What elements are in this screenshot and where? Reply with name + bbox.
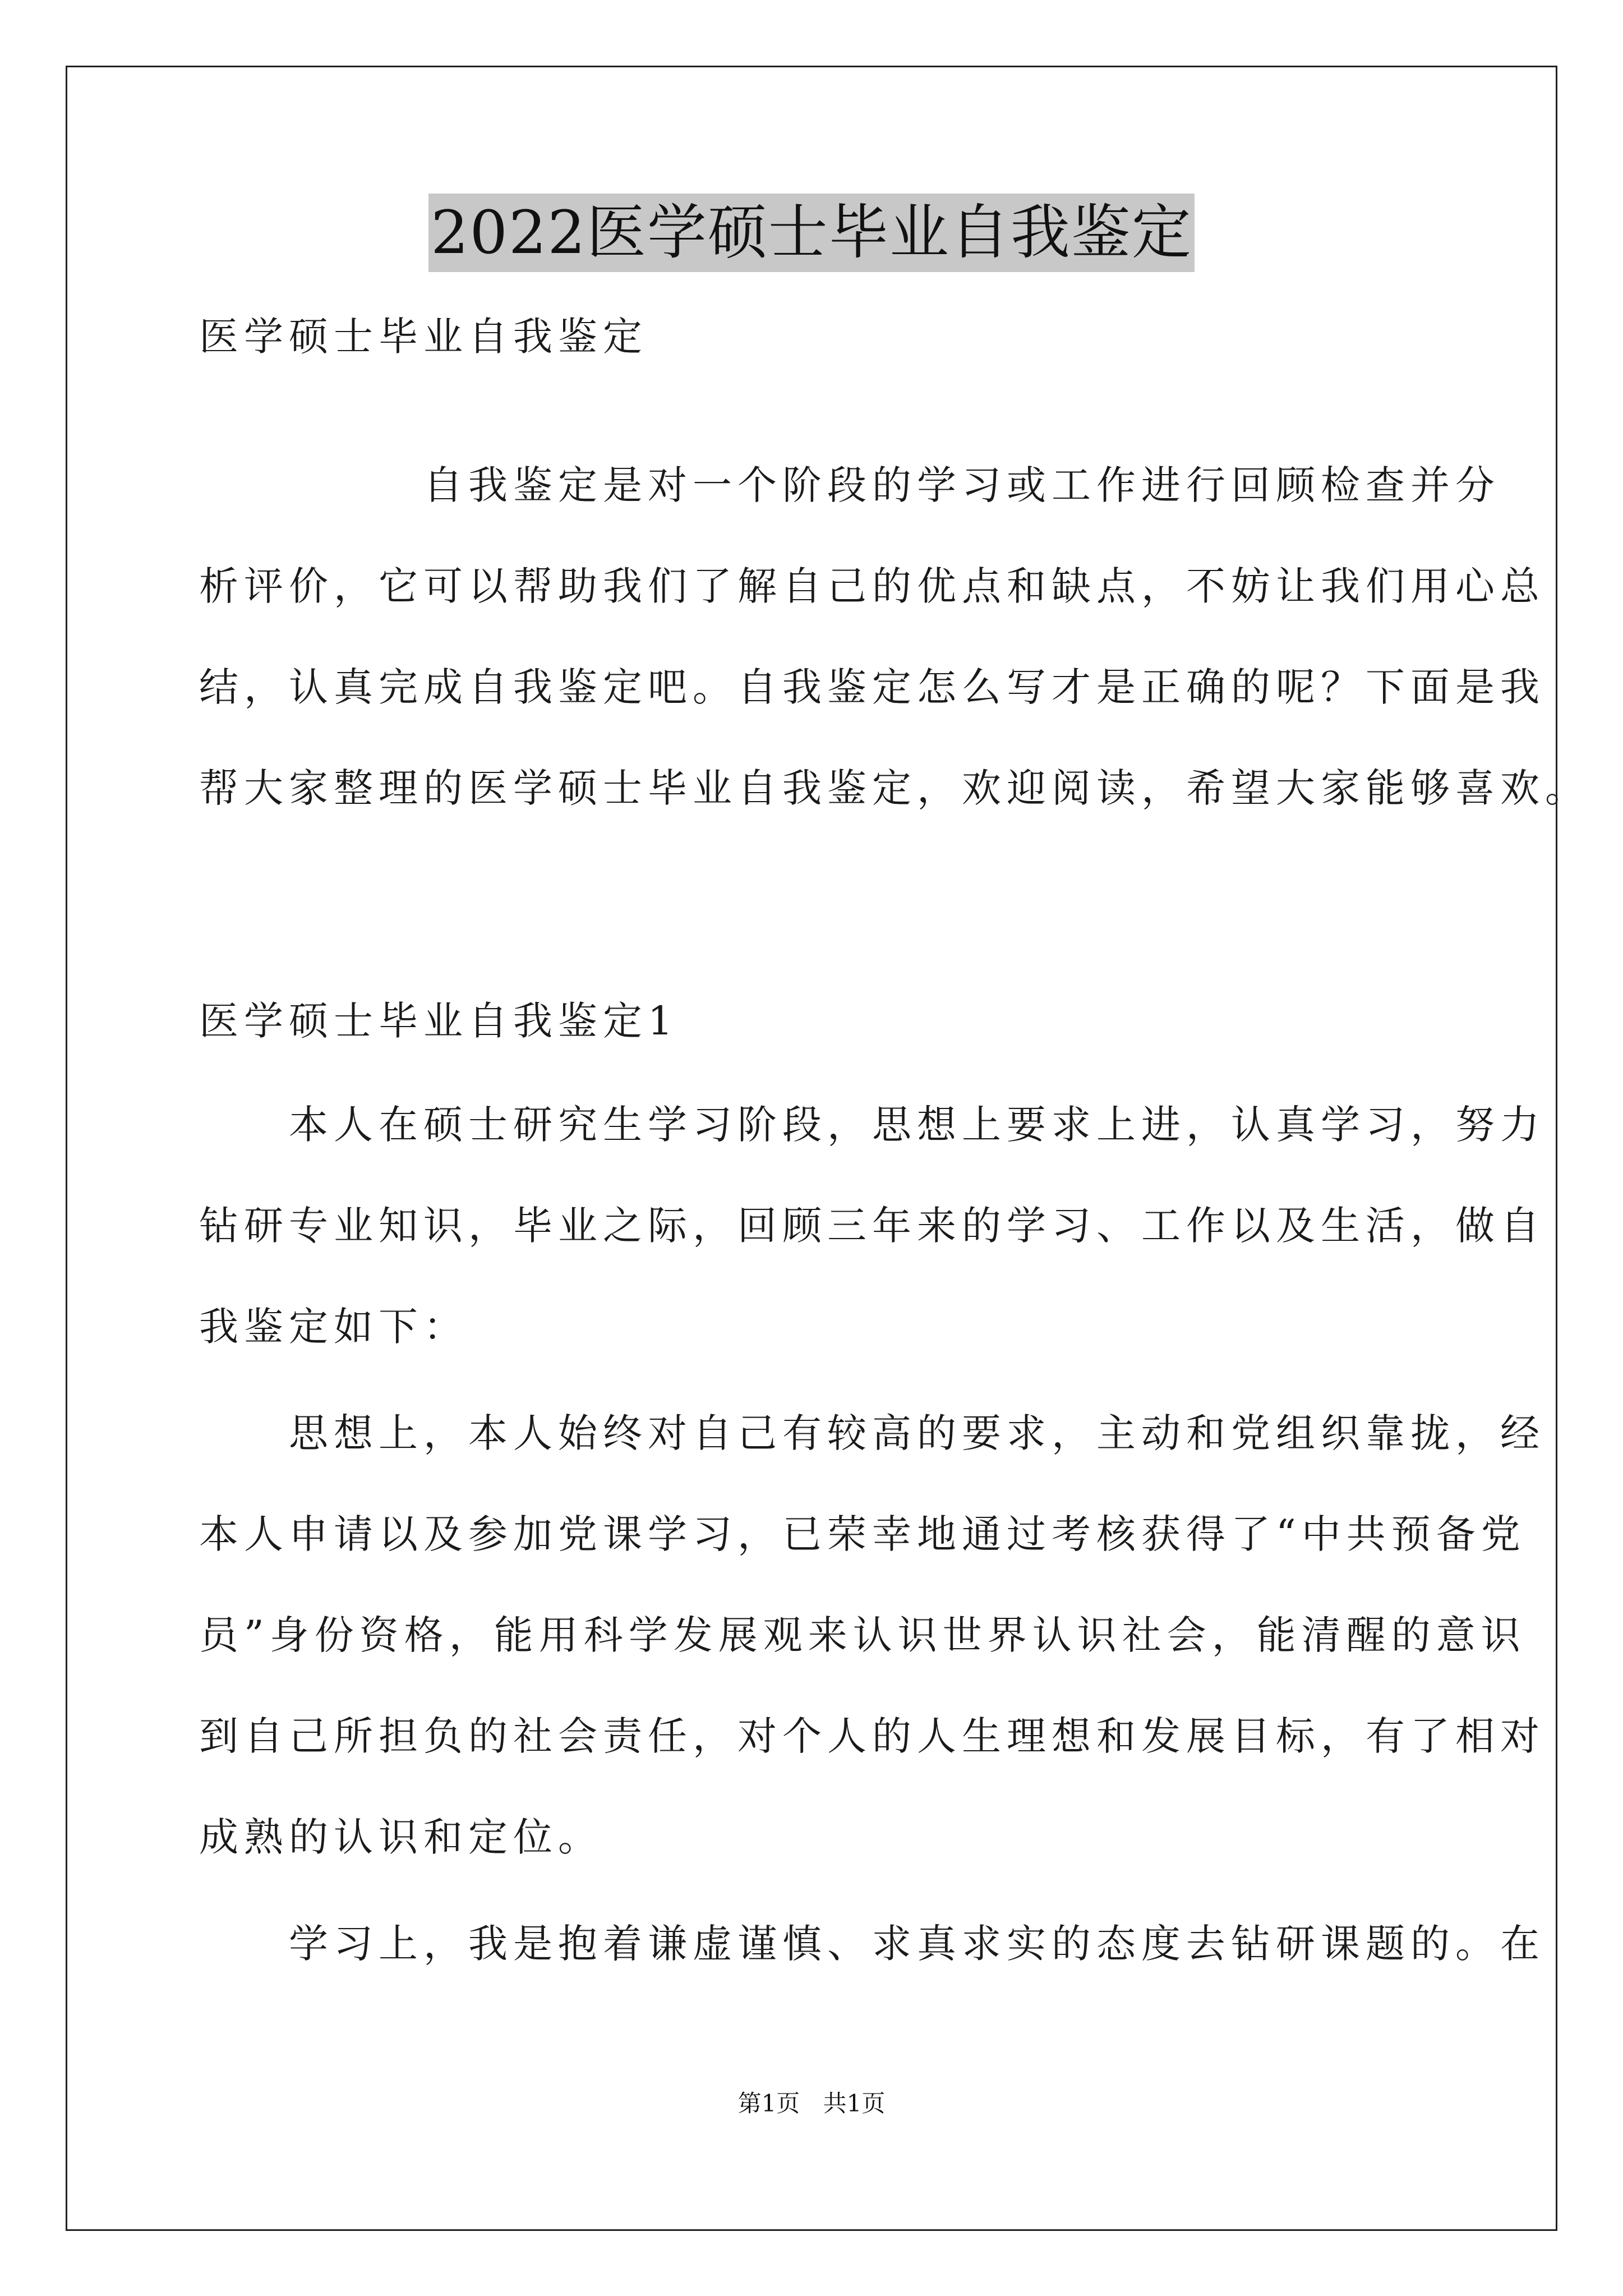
- paragraph-line: 本人在硕士研究生学习阶段，思想上要求上进，认真学习，努力: [199, 1102, 1545, 1148]
- paragraph-line: 自我鉴定是对一个阶段的学习或工作进行回顾检查并分: [199, 462, 1500, 508]
- page-number: 第1页: [737, 2090, 800, 2117]
- page-total: 共1页: [823, 2090, 886, 2117]
- subtitle: 医学硕士毕业自我鉴定: [199, 314, 648, 360]
- paragraph-line: 成熟的认识和定位。: [199, 1814, 603, 1860]
- section-heading: 医学硕士毕业自我鉴定1: [199, 998, 679, 1044]
- paragraph-line: 我鉴定如下：: [199, 1304, 468, 1350]
- paragraph-line: 本人申请以及参加党课学习，已荣幸地通过考核获得了“中共预备党: [199, 1511, 1526, 1557]
- paragraph-line: 结，认真完成自我鉴定吧。自我鉴定怎么写才是正确的呢？下面是我: [199, 664, 1545, 710]
- title-container: [0, 194, 1623, 272]
- paragraph-line: 帮大家整理的医学硕士毕业自我鉴定，欢迎阅读，希望大家能够喜欢。: [199, 765, 1590, 811]
- paragraph-line: 学习上，我是抱着谦虚谨慎、求真求实的态度去钻研课题的。在: [199, 1921, 1545, 1967]
- paragraph-line: 钻研专业知识，毕业之际，回顾三年来的学习、工作以及生活，做自: [199, 1203, 1545, 1249]
- paragraph-line: 思想上，本人始终对自己有较高的要求，主动和党组织靠拢，经: [199, 1410, 1545, 1456]
- paragraph-line: 到自己所担负的社会责任，对个人的人生理想和发展目标，有了相对: [199, 1713, 1545, 1759]
- paragraph-line: 析评价，它可以帮助我们了解自己的优点和缺点，不妨让我们用心总: [199, 563, 1545, 609]
- paragraph-line: 员”身份资格，能用科学发展观来认识世界认识社会，能清醒的意识: [199, 1612, 1526, 1658]
- document-title: 2022医学硕士毕业自我鉴定: [428, 194, 1195, 272]
- page-footer: [0, 2087, 1623, 2120]
